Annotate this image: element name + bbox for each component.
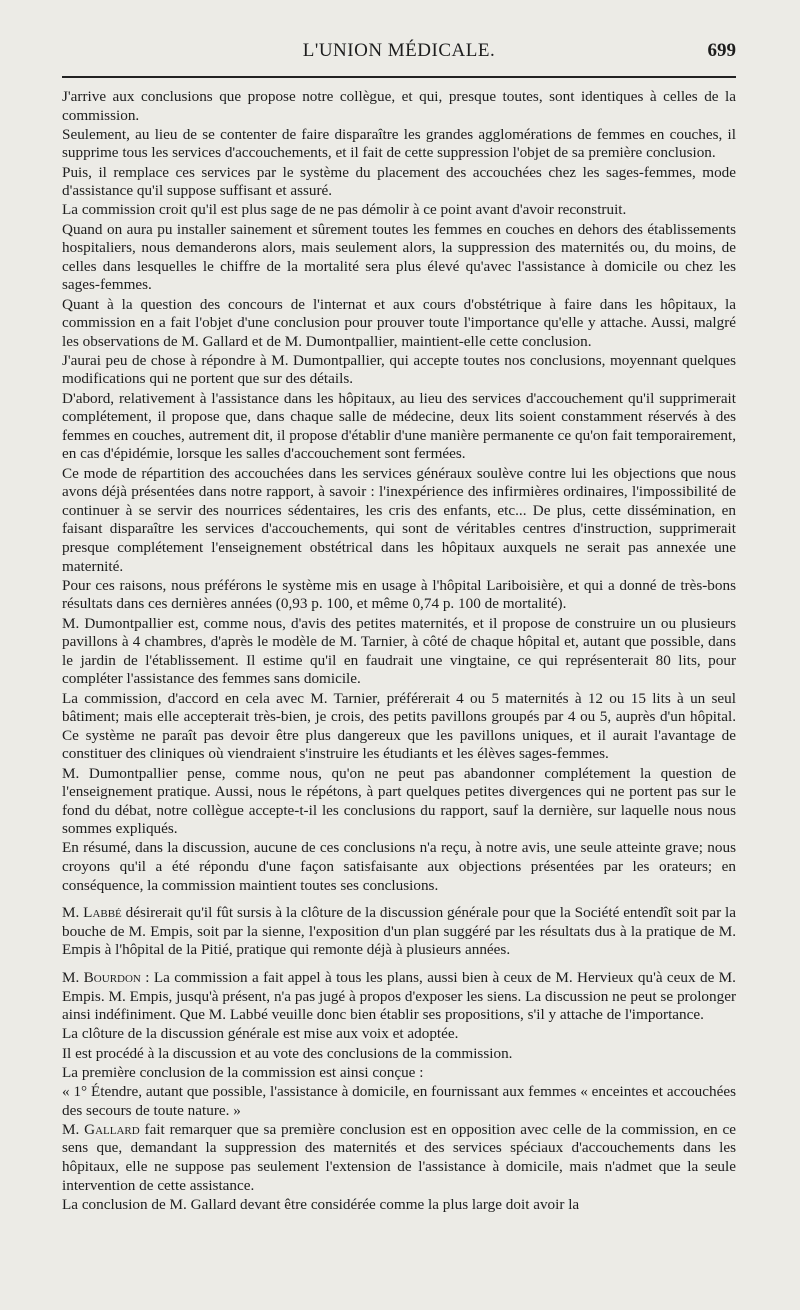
paragraph bbox=[62, 615, 736, 689]
paragraph-text: M. Dumontpallier pense, comme nous, qu'on ne peut pas abandonner complétement la question de l'enseignement pratique. Aussi, nous le répétons, à part quelques petites divergences qui ne portent pas sur le fond du débat, notre collègue accepte-t-il les conclusions du rapport, sauf la dernière, sur laquelle nous nous sommes expliqués. bbox=[62, 764, 736, 838]
body-text bbox=[62, 88, 736, 1215]
page-number: 699 bbox=[707, 40, 736, 61]
paragraph bbox=[62, 690, 736, 764]
paragraph-text: « 1° Étendre, autant que possible, l'assistance à domicile, en fournissant aux femmes « enceintes et accouchées des secours de toute nature. » bbox=[62, 1082, 736, 1119]
paragraph bbox=[62, 577, 736, 614]
speaker-name: M. Bourdon bbox=[62, 969, 141, 987]
paragraph-text: Puis, il remplace ces services par le système du placement des accouchées chez les sages-femmes, mode d'assistance qu'il suppose suffisant et assuré. bbox=[62, 163, 736, 200]
page-header bbox=[62, 40, 736, 76]
paragraph-text: La clôture de la discussion générale est mise aux voix et adoptée. bbox=[62, 1025, 459, 1043]
paragraph-text: J'arrive aux conclusions que propose notre collègue, et qui, presque toutes, sont identiques à celles de la commission. bbox=[62, 88, 736, 124]
paragraph-text: : La commission a fait appel à tous les plans, aussi bien à ceux de M. Hervieux qu'à ceux de M. Empis. M. Empis, jusqu'à présent, n'a pas jugé à propos d'exposer les siens. La discussion ne peut se prolonger ainsi indéfiniment. Que M. Labbé veuille donc bien établir ses propositions, s'il y attache de l'importance. bbox=[62, 969, 736, 1024]
paragraph-text: fait remarquer que sa première conclusion est en opposition avec celle de la commission, en ce sens que, demandant la suppression des maternités et des services spéciaux d'accouchements dans les hôpitaux, elle ne suppose pas seulement l'extension de l'assistance à domicile, mais n'admet que la seule intervention de cette assistance. bbox=[62, 1120, 736, 1194]
paragraph bbox=[62, 765, 736, 839]
paragraph-text: J'aurai peu de chose à répondre à M. Dumontpallier, qui accepte toutes nos conclusions, moyennant quelques modifications qui ne portent que sur des détails. bbox=[62, 351, 736, 388]
paragraph-text: La commission croit qu'il est plus sage de ne pas démolir à ce point avant d'avoir reconstruit. bbox=[62, 201, 627, 219]
paragraph bbox=[62, 904, 736, 960]
paragraph-text: D'abord, relativement à l'assistance dans les hôpitaux, au lieu des services d'accouchement qu'il supprimerait complétement, il propose que, dans chaque salle de médecine, deux lits soient constamment réservés à des femmes en couches, autrement dit, il propose d'établir d'une manière permanente ce qu'on fait temporairement, en cas d'épidémie, lorsque les salles d'accouchement sont fermées. bbox=[62, 389, 736, 463]
paragraph bbox=[62, 1025, 736, 1044]
paragraph-text: Il est procédé à la discussion et au vote des conclusions de la commission. bbox=[62, 1044, 513, 1062]
paragraph bbox=[62, 201, 736, 220]
paragraph-text: La commission, d'accord en cela avec M. Tarnier, préférerait 4 ou 5 maternités à 12 ou 15 lits à un seul bâtiment; mais elle accepterait très-bien, je crois, des petits pavillons groupés par 4 ou 5, auprès d'un hôpital. Ce système ne paraît pas devoir être plus dangereux que les pavillons uniques, et il aurait l'avantage de constituer des cliniques où viendraient s'instruire les étudiants et les élèves sages-femmes. bbox=[62, 689, 736, 763]
paragraph-text: M. Dumontpallier est, comme nous, d'avis des petites maternités, et il propose de construire un ou plusieurs pavillons à 4 chambres, d'après le modèle de M. Tarnier, à côté de chaque hôpital et, autant que possible, dans le jardin de l'établissement. Il estime qu'il en faudrait une vingtaine, ce qui représenterait 80 lits, pour compléter l'assistance des femmes sans domicile. bbox=[62, 614, 736, 688]
paragraph bbox=[62, 164, 736, 201]
paragraph-text: La première conclusion de la commission est ainsi conçue : bbox=[62, 1063, 424, 1081]
paragraph-text: En résumé, dans la discussion, aucune de ces conclusions n'a reçu, à notre avis, une seule atteinte grave; nous croyons qu'il a été répondu d'une façon satisfaisante aux objections présentées par les orateurs; en conséquence, la commission maintient toutes ses conclusions. bbox=[62, 839, 736, 894]
paragraph bbox=[62, 1196, 736, 1215]
paragraph bbox=[62, 1045, 736, 1064]
paragraph bbox=[62, 126, 736, 163]
paragraph bbox=[62, 465, 736, 577]
paragraph bbox=[62, 1064, 736, 1083]
paragraph-text: La conclusion de M. Gallard devant être considérée comme la plus large doit avoir la bbox=[62, 1195, 580, 1213]
paragraph bbox=[62, 1121, 736, 1195]
paragraph bbox=[62, 839, 736, 895]
paragraph-text: Quant à la question des concours de l'internat et aux cours d'obstétrique à faire dans les hôpitaux, la commission en a fait l'objet d'une conclusion pour prouver toute l'importance qu'elle y attache. Aussi, malgré les observations de M. Gallard et de M. Dumontpallier, maintient-elle cette conclusion. bbox=[62, 295, 736, 350]
paragraph bbox=[62, 1083, 736, 1120]
paragraph bbox=[62, 352, 736, 389]
speaker-name: M. Labbé bbox=[62, 904, 122, 922]
header-rule bbox=[62, 76, 736, 78]
paragraph bbox=[62, 296, 736, 352]
speaker-name: M. Gallard bbox=[62, 1120, 140, 1138]
running-title: L'UNION MÉDICALE. bbox=[302, 40, 496, 61]
paragraph-text: Seulement, au lieu de se contenter de faire disparaître les grandes agglomérations de femmes en couches, il supprime tous les services d'accouchements, et il fait de cette suppression l'objet de sa première conclusion. bbox=[62, 125, 736, 162]
paragraph-text: désirerait qu'il fût sursis à la clôture de la discussion générale pour que la Société entendît soit par la bouche de M. Empis, soit par la sienne, l'exposition d'un plan suggéré par les résultats dus à la pratique de M. Empis à l'hôpital de la Pitié, pratique qui remonte déjà à plusieurs années. bbox=[62, 904, 736, 959]
paragraph bbox=[62, 390, 736, 464]
paragraph bbox=[62, 221, 736, 295]
paragraph-text: Quand on aura pu installer sainement et sûrement toutes les femmes en couches en dehors des établissements hospitaliers, nous demanderons alors, mais seulement alors, la suppression des maternités ou, du moins, de celles dans lesquelles le chiffre de la mortalité sera plus élevé qu'avec l'assistance à domicile ou chez les sages-femmes. bbox=[62, 220, 736, 294]
paragraph bbox=[62, 88, 736, 125]
paragraph bbox=[62, 969, 736, 1025]
paragraph-text: Ce mode de répartition des accouchées dans les services généraux soulève contre lui les objections que nous avons déjà présentées dans notre rapport, à savoir : l'inexpérience des infirmières ordinaires, l'impossibilité de continuer à se servir des nourrices sédentaires, les cris des enfants, etc... De plus, cette dissémination, en faisant disparaître les services d'accouchements, qui sont de véritables centres d'instruction, supprimerait presque complétement l'enseignement obstétrical dans les hôpitaux auxquels ne serait pas annexée une maternité. bbox=[62, 464, 736, 575]
paragraph-text: Pour ces raisons, nous préférons le système mis en usage à l'hôpital Lariboisière, et qui a donné de très-bons résultats dans ces dernières années (0,93 p. 100, et même 0,74 p. 100 de mortalité). bbox=[62, 576, 736, 613]
